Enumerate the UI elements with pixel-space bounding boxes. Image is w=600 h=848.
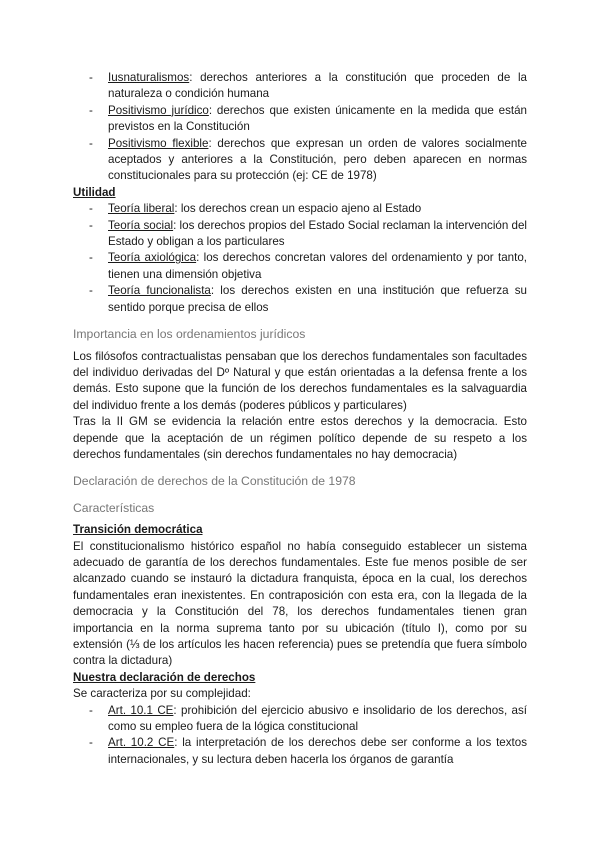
term: Positivismo flexible	[108, 136, 209, 150]
term: Art. 10.1 CE	[108, 703, 174, 717]
list-item	[73, 136, 527, 185]
bullet-dash: -	[89, 71, 93, 84]
utilidad-list	[73, 201, 527, 316]
articles-list	[73, 703, 527, 769]
importancia-paragraph-2: Tras la II GM se evidencia la relación entre estos derechos y la democracia. Esto depende que la aceptación de un régimen político depende de su respeto a los derechos fundamentales (sin derechos fundamentales no hay democracia)	[73, 415, 527, 461]
bullet-dash: -	[89, 284, 93, 298]
term: Iusnaturalismos	[108, 71, 190, 84]
term-description: : derechos que expresan un orden de valores socialmente aceptados y anteriores a la Constitución, pero deben aparecen en normas constitucionales para su protección (ej: CE de 1978)	[108, 136, 527, 183]
term-description: : prohibición del ejercicio abusivo e insolidario de los derechos, así como su empleo fuera de la lógica constitucional	[108, 703, 527, 734]
term-description: : derechos anteriores a la constitución que proceden de la naturaleza o condición humana	[108, 71, 527, 101]
term-description: : los derechos concretan valores del ordenamiento y por tanto, tienen una dimensión objetiva	[108, 251, 527, 281]
term: Teoría social	[108, 218, 174, 232]
list-item	[73, 703, 527, 736]
nuestra-declaracion-heading: Nuestra declaración de derechos	[73, 670, 256, 684]
utilidad-heading: Utilidad	[73, 185, 116, 199]
bullet-dash: -	[89, 136, 93, 150]
list-item	[73, 103, 527, 136]
declaracion-heading: Declaración de derechos de la Constitución de 1978	[73, 474, 356, 489]
theories-list	[73, 70, 527, 185]
bullet-dash: -	[89, 103, 93, 117]
term: Teoría funcionalista	[108, 284, 211, 298]
list-item	[73, 70, 527, 103]
nuestra-declaracion-intro: Se caracteriza por su complejidad:	[73, 687, 251, 701]
bullet-dash: -	[89, 218, 93, 232]
bullet-dash: -	[89, 251, 93, 265]
term-description: : los derechos existen en una institución que refuerza su sentido porque precisa de ellos	[108, 284, 527, 314]
list-item	[73, 735, 527, 768]
list-item	[73, 250, 527, 283]
term: Positivismo jurídico	[108, 103, 209, 117]
bullet-dash: -	[89, 202, 93, 216]
caracteristicas-heading: Características	[73, 500, 155, 515]
bullet-dash: -	[89, 703, 93, 717]
term: Teoría axiológica	[108, 251, 197, 265]
importancia-heading: Importancia en los ordenamientos jurídicos	[73, 327, 306, 342]
transicion-paragraph: El constitucionalismo histórico español no había conseguido establecer un sistema adecuado de garantía de los derechos fundamentales. Este fue menos posible de ser alcanzado cuando se instauró la dictadura franquista, época en la cual, los derechos fundamentales eran inexistentes. En contraposición con esta era, con la llegada de la democracia y la Constitución del 78, los derechos fundamentales tienen gran importancia en la norma suprema tanto por su ubicación (título I), como por su extensión (⅓ de los artículos les hacen referencia) pues se pretendía que fuera símbolo contra la dictadura)	[73, 539, 527, 668]
list-item	[73, 201, 527, 217]
importancia-paragraph-1: Los filósofos contractualistas pensaban que los derechos fundamentales son facultades del individuo derivadas del Dº Natural y que están orientadas a la defensa frente a los demás. Esto supone que la función de los derechos fundamentales es la salvaguardia del individuo frente a los demás (poderes públicos y particulares)	[73, 349, 527, 412]
term: Art. 10.2 CE	[108, 736, 175, 750]
term-description: : la interpretación de los derechos debe ser conforme a los textos internacionales, y su lectura deben hacerla los órganos de garantía	[108, 736, 527, 766]
term: Teoría liberal	[108, 202, 175, 216]
document-content	[73, 70, 527, 768]
list-item	[73, 283, 527, 316]
term-description: : derechos que existen únicamente en la medida que están previstos en la Constitución	[108, 103, 527, 134]
list-item	[73, 218, 527, 251]
bullet-dash: -	[89, 736, 93, 750]
term-description: : los derechos crean un espacio ajeno al Estado	[174, 202, 422, 216]
transicion-heading: Transición democrática	[73, 523, 203, 537]
term-description: : los derechos propios del Estado Social reclaman la intervención del Estado y obligan a los particulares	[108, 218, 527, 249]
